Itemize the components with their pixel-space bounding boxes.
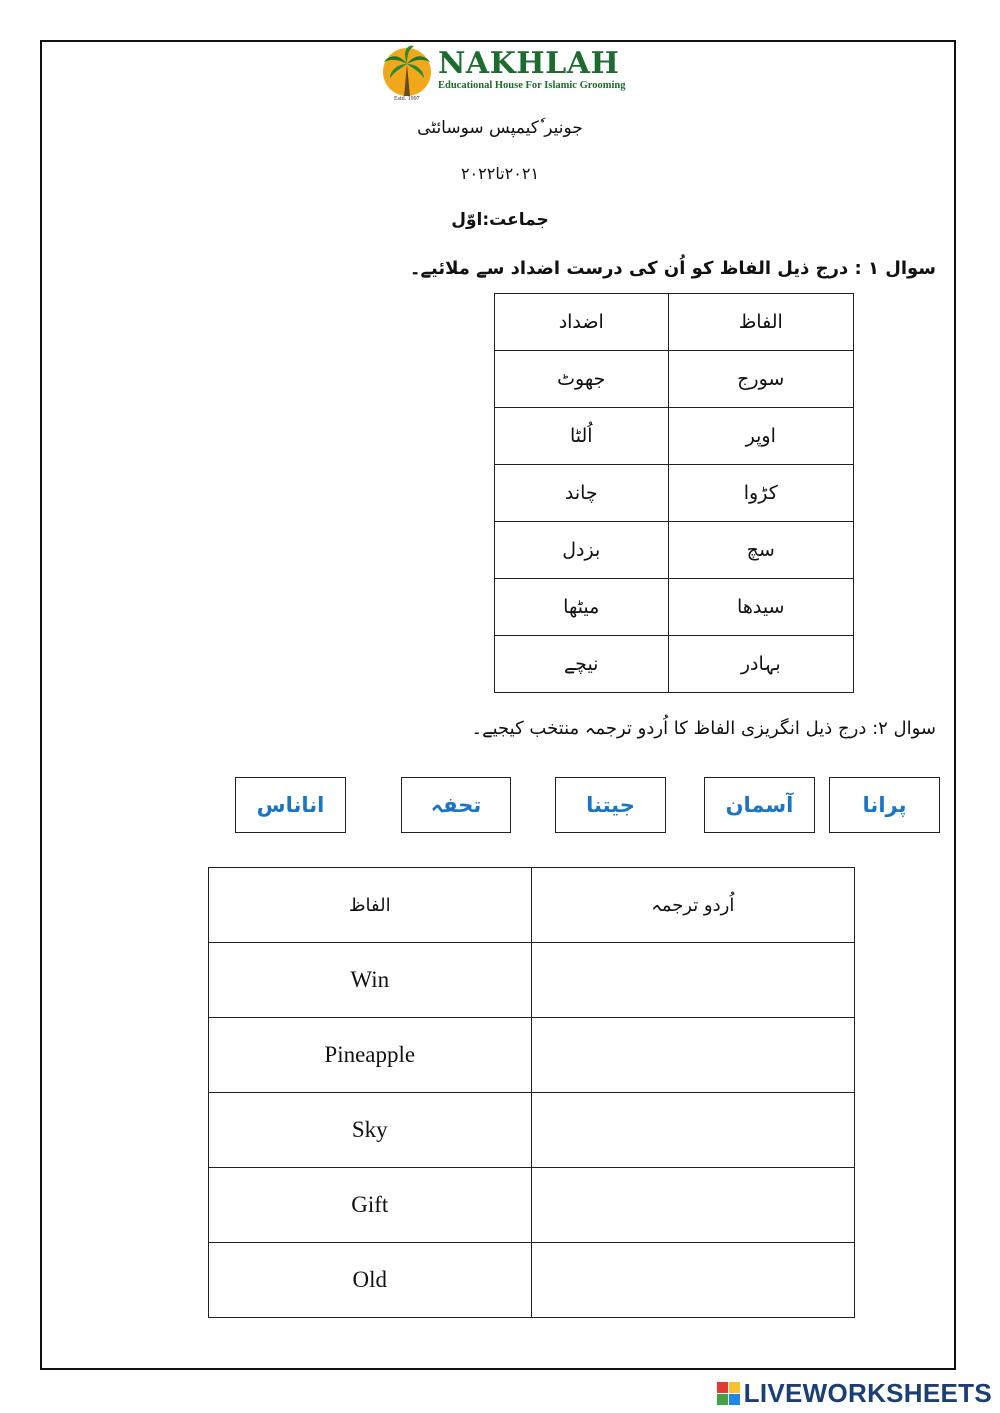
translation-drop-cell[interactable] [531, 1168, 854, 1243]
logo-estd: Estd. 1997 [394, 96, 420, 102]
nakhlah-logo [380, 42, 630, 104]
table-row [495, 408, 854, 465]
table-row [495, 579, 854, 636]
translation-drop-cell[interactable] [531, 1093, 854, 1168]
translation-drop-cell[interactable] [531, 1018, 854, 1093]
table-row [209, 1168, 855, 1243]
question-1-text: سوال ۱ : درج ذیل الفاظ کو اُن کی درست اضداد سے ملائیے۔ [409, 258, 936, 279]
english-word-cell: Gift [209, 1168, 532, 1243]
table-row [209, 1243, 855, 1318]
english-word-cell: Win [209, 943, 532, 1018]
question-2-text: سوال ۲: درج ذیل انگریزی الفاظ کا اُردو ترجمہ منتخب کیجیے۔ [471, 718, 936, 739]
word-cell[interactable]: سیدھا [668, 579, 853, 636]
antonym-cell[interactable]: چاند [495, 465, 669, 522]
antonym-cell[interactable]: نیچے [495, 636, 669, 693]
table-header-row [495, 294, 854, 351]
antonym-cell[interactable]: میٹھا [495, 579, 669, 636]
translation-header: اُردو ترجمہ [531, 868, 854, 943]
option-tile[interactable]: جیتنا [555, 777, 666, 833]
translation-table [208, 867, 855, 1318]
liveworksheets-badge-icon [717, 1382, 740, 1405]
table-header-row [209, 868, 855, 943]
session-year: ۲۰۲۱تا۲۰۲۲ [460, 164, 540, 183]
antonym-cell[interactable]: جھوٹ [495, 351, 669, 408]
word-cell[interactable]: سچ [668, 522, 853, 579]
english-word-cell: Pineapple [209, 1018, 532, 1093]
palm-tree-icon [380, 42, 436, 100]
logo-name: NAKHLAH [438, 46, 620, 81]
words-header: الفاظ [209, 868, 532, 943]
campus-title: جونیر ٗکیمپس سوسائٹی [417, 118, 583, 138]
option-tile[interactable]: آسمان [704, 777, 815, 833]
antonym-cell[interactable]: اُلٹا [495, 408, 669, 465]
table-row [495, 636, 854, 693]
table-row [209, 1018, 855, 1093]
translation-drop-cell[interactable] [531, 943, 854, 1018]
antonym-cell[interactable]: بزدل [495, 522, 669, 579]
word-cell[interactable]: اوپر [668, 408, 853, 465]
word-cell[interactable]: بہادر [668, 636, 853, 693]
translation-drop-cell[interactable] [531, 1243, 854, 1318]
option-tile[interactable]: پرانا [829, 777, 940, 833]
english-word-cell: Old [209, 1243, 532, 1318]
option-tile[interactable]: اناناس [235, 777, 346, 833]
liveworksheets-brand: LIVEWORKSHEETS [743, 1378, 992, 1408]
antonyms-header: اضداد [495, 294, 669, 351]
english-word-cell: Sky [209, 1093, 532, 1168]
option-tile[interactable]: تحفہ [401, 777, 511, 833]
class-label: جماعت:اوّل [451, 210, 549, 230]
word-cell[interactable]: کڑوا [668, 465, 853, 522]
table-row [495, 465, 854, 522]
liveworksheets-logo[interactable] [717, 1378, 992, 1409]
table-row [495, 351, 854, 408]
antonyms-table [494, 293, 854, 693]
words-header: الفاظ [668, 294, 853, 351]
word-cell[interactable]: سورج [668, 351, 853, 408]
table-row [209, 943, 855, 1018]
logo-tagline: Educational House For Islamic Grooming [438, 80, 626, 91]
table-row [209, 1093, 855, 1168]
table-row [495, 522, 854, 579]
